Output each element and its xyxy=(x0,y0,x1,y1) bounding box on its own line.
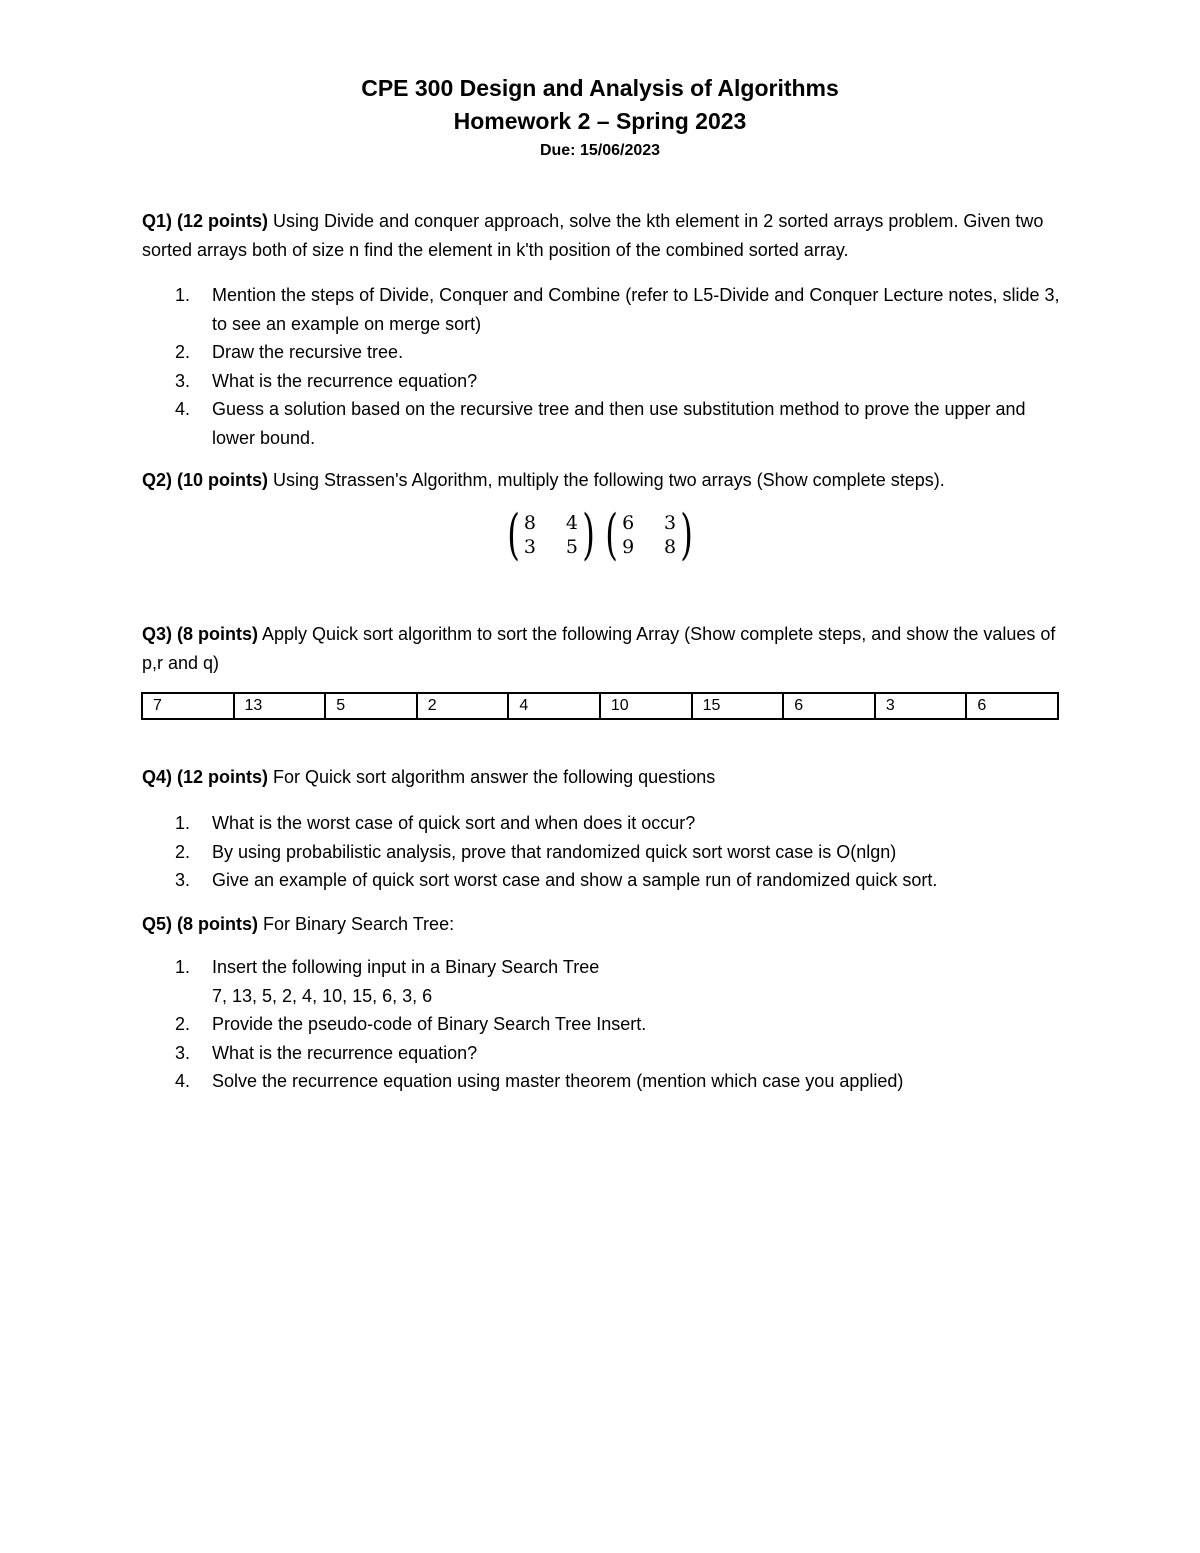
array-table xyxy=(141,692,1059,720)
list-item: 4. Solve the recurrence equation using master theorem (mention which case you applied) xyxy=(175,1071,904,1091)
list-item: 2. By using probabilistic analysis, prove that randomized quick sort worst case is O(nlgn) xyxy=(175,841,897,862)
list-item: 2. Provide the pseudo-code of Binary Search Tree Insert. xyxy=(175,1014,647,1034)
table-row xyxy=(142,693,1058,719)
array-cell: 7 xyxy=(142,693,234,719)
list-item: 3. What is the recurrence equation? xyxy=(175,1042,478,1063)
question-3-label: Q3) (8 points) xyxy=(142,624,258,644)
list-item: 1. Mention the steps of Divide, Conquer and Combine (refer to L5-Divide and Conquer Lecture notes, slide 3, to see an example on merge sort) xyxy=(175,285,1060,334)
question-1-text: Using Divide and conquer approach, solve the kth element in 2 sorted arrays problem. Given two sorted arrays both of size n find the element in k'th position of the combined sorted array. xyxy=(142,211,1044,260)
question-4-text: For Quick sort algorithm answer the following questions xyxy=(268,767,716,787)
matrix-cell: 8 xyxy=(523,512,537,534)
due-date: Due: 15/06/2023 xyxy=(539,142,661,159)
matrix-cell: 8 xyxy=(663,536,677,558)
matrix-b xyxy=(601,503,697,566)
question-1-label: Q1) (12 points) xyxy=(142,211,269,231)
question-3-text: Apply Quick sort algorithm to sort the following Array (Show complete steps, and show the values of p,r and q) xyxy=(142,624,1056,673)
right-paren: ) xyxy=(582,503,595,566)
list-item: 3. Give an example of quick sort worst case and show a sample run of randomized quick sort. xyxy=(175,870,938,890)
list-item: 2. Draw the recursive tree. xyxy=(175,342,404,362)
question-5-label: Q5) (8 points) xyxy=(142,914,258,934)
left-paren: ( xyxy=(605,503,618,566)
document-subtitle: Homework 2 – Spring 2023 xyxy=(453,108,747,134)
question-5-list xyxy=(142,953,1072,1096)
question-5 xyxy=(142,910,1072,939)
document-title: CPE 300 Design and Analysis of Algorithms xyxy=(361,75,839,101)
question-2-text: Using Strassen's Algorithm, multiply the following two arrays (Show complete steps). xyxy=(268,470,945,490)
array-cell: 3 xyxy=(875,693,967,719)
question-3 xyxy=(142,620,1072,678)
matrix-cell: 4 xyxy=(565,512,578,534)
list-item: 1. Insert the following input in a Binary Search Tree 7, 13, 5, 2, 4, 10, 15, 6, 3, 6 xyxy=(175,957,600,1006)
question-1-list xyxy=(142,281,1072,452)
bst-input-sequence: 7, 13, 5, 2, 4, 10, 15, 6, 3, 6 xyxy=(212,985,433,1006)
array-cell: 6 xyxy=(966,693,1058,719)
array-cell: 13 xyxy=(234,693,326,719)
list-item: 3. What is the recurrence equation? xyxy=(175,370,478,391)
question-4-label: Q4) (12 points) xyxy=(142,767,269,787)
matrix-cell: 5 xyxy=(565,536,578,558)
matrix-product xyxy=(0,503,1200,566)
left-paren: ( xyxy=(507,503,520,566)
matrix-cell: 3 xyxy=(663,512,677,534)
question-4-list xyxy=(142,809,1072,895)
array-cell: 10 xyxy=(600,693,692,719)
list-item: 1. What is the worst case of quick sort and when does it occur? xyxy=(175,813,696,833)
question-4 xyxy=(142,763,1072,792)
matrix-cell: 9 xyxy=(622,536,635,558)
array-cell: 4 xyxy=(508,693,600,719)
array-cell: 6 xyxy=(783,693,875,719)
question-2 xyxy=(142,466,1072,495)
question-1 xyxy=(142,207,1072,265)
array-cell: 5 xyxy=(325,693,417,719)
matrix-cell: 3 xyxy=(523,536,537,558)
question-2-label: Q2) (10 points) xyxy=(142,470,269,490)
matrix-a xyxy=(503,503,599,566)
question-5-text: For Binary Search Tree: xyxy=(258,914,455,934)
right-paren: ) xyxy=(680,503,693,566)
array-cell: 2 xyxy=(417,693,509,719)
list-item: 4. Guess a solution based on the recursive tree and then use substitution method to prove the upper and lower bound. xyxy=(175,399,1026,448)
array-cell: 15 xyxy=(692,693,784,719)
matrix-cell: 6 xyxy=(622,512,635,534)
